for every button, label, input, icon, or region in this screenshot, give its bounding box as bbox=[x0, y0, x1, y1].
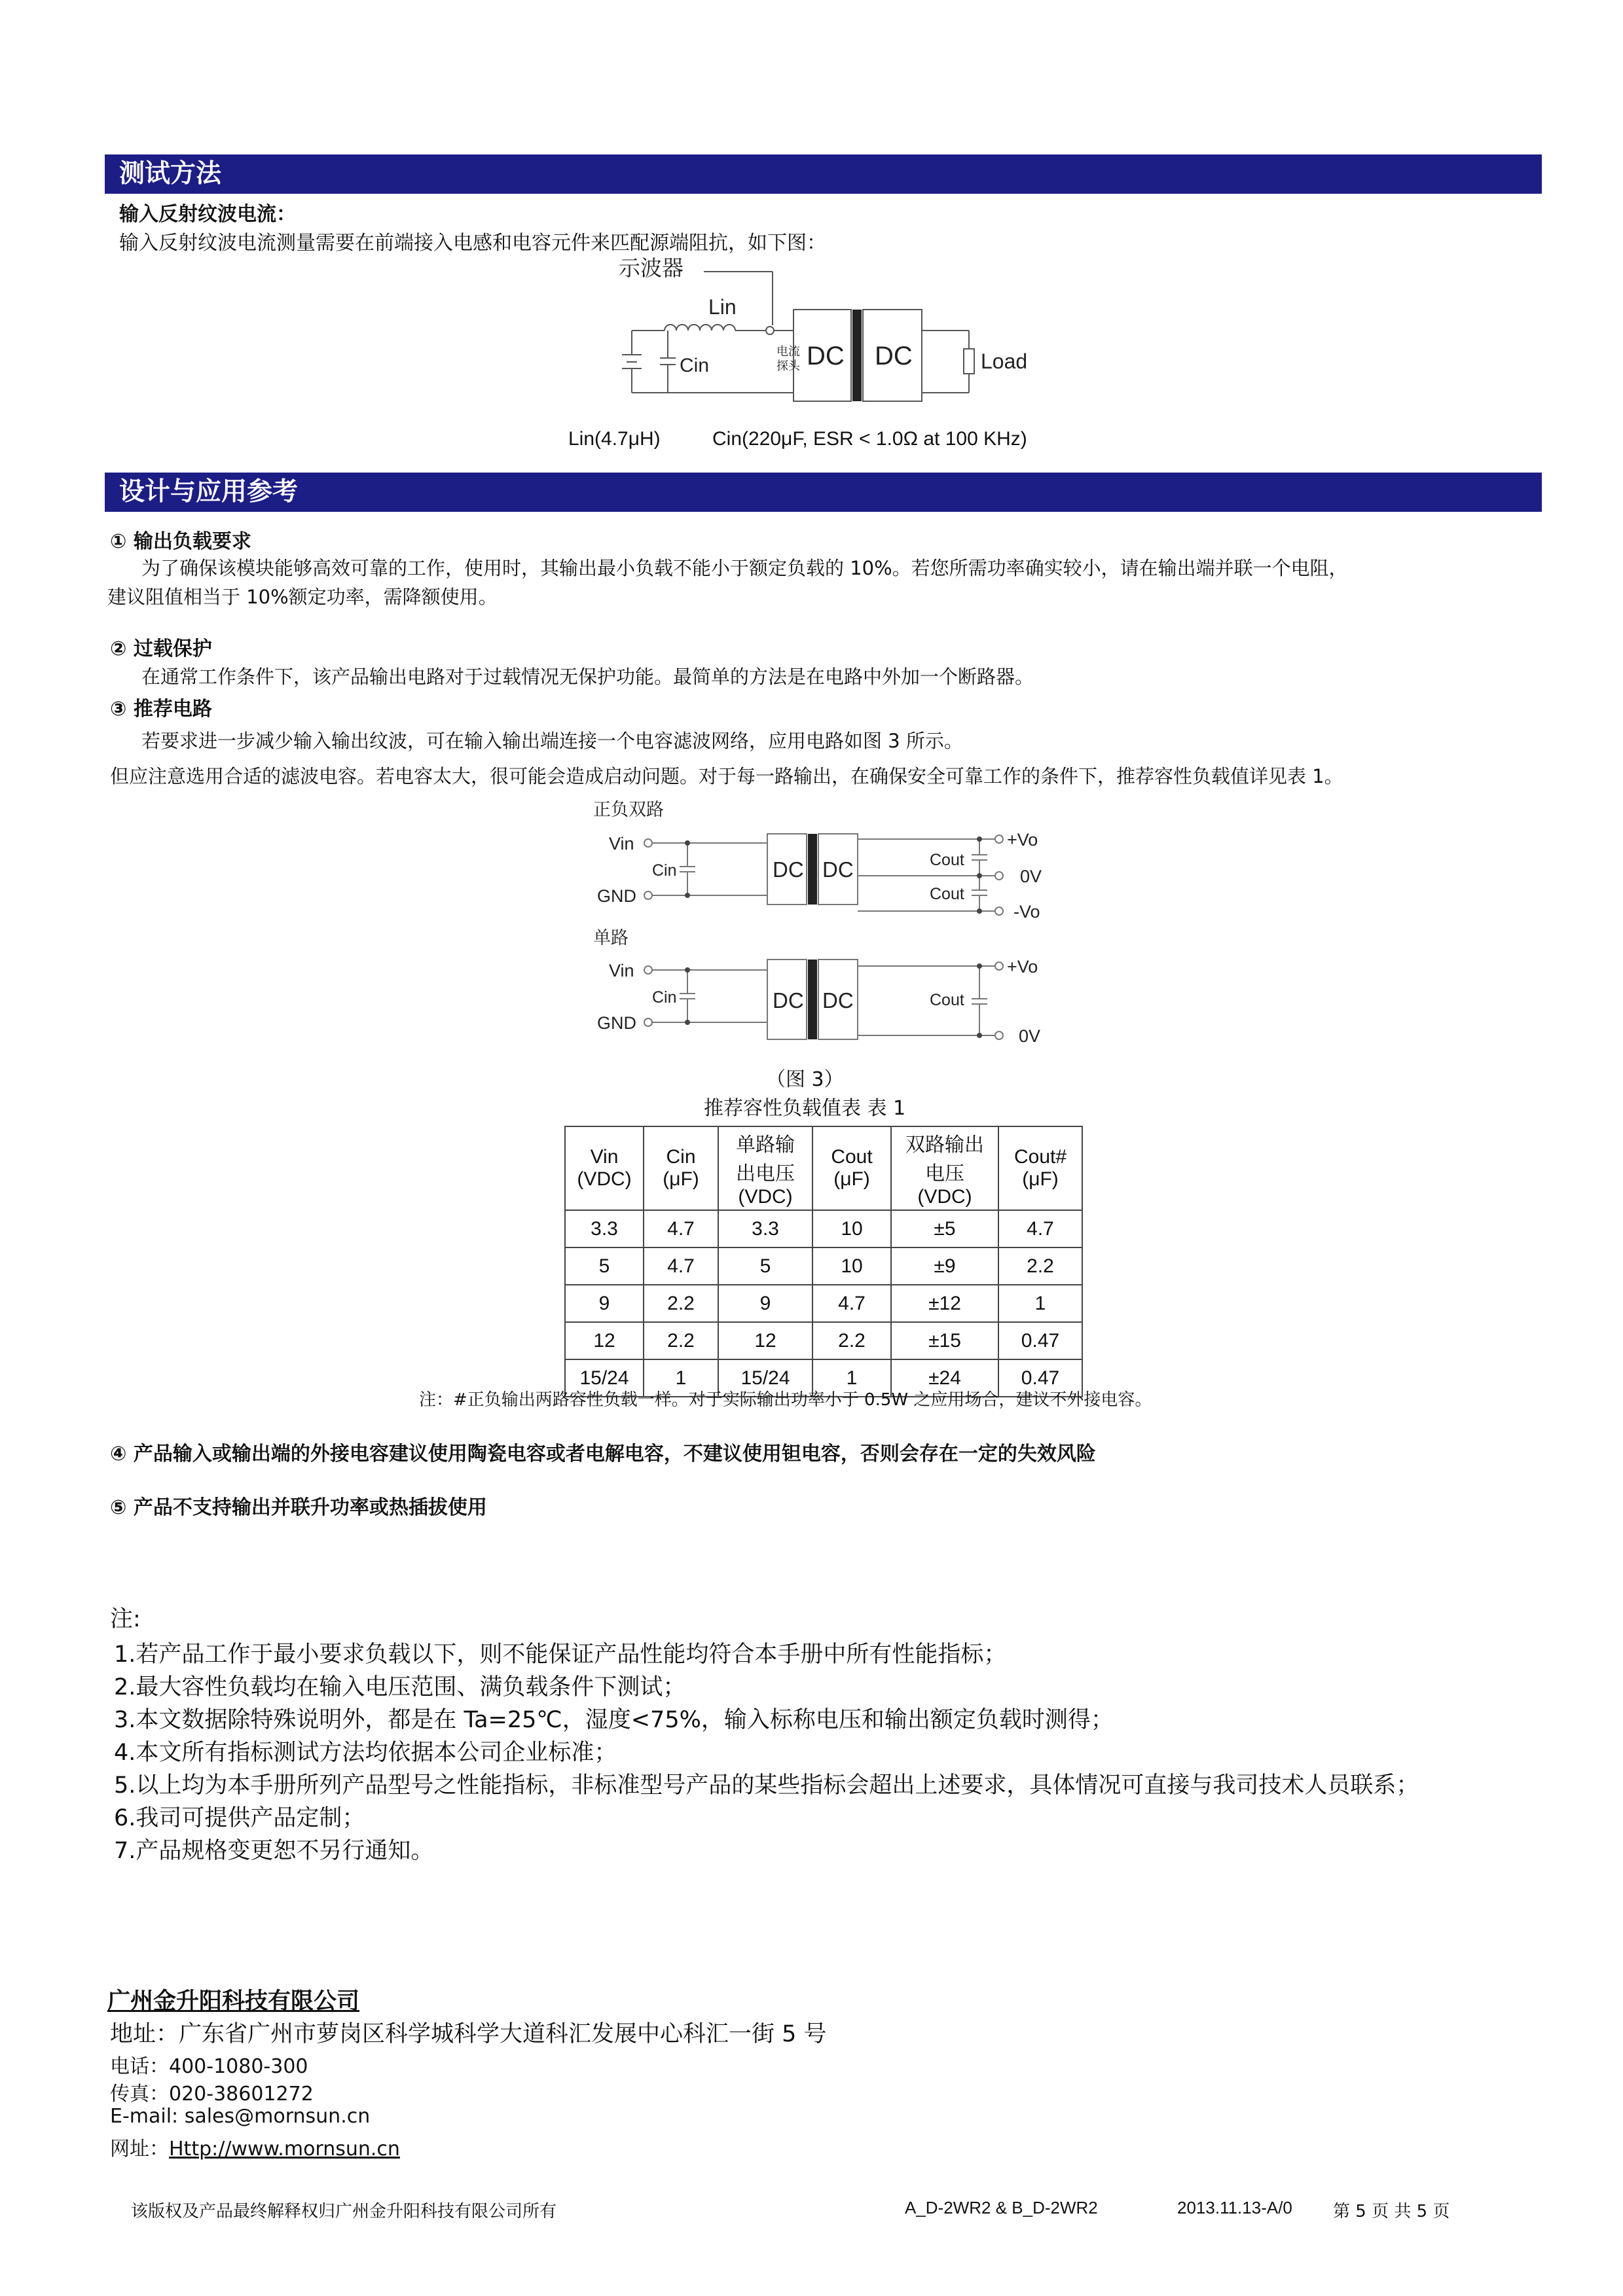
item2-title: ② 过载保护 bbox=[110, 637, 212, 660]
table-row bbox=[565, 1285, 1082, 1322]
company-web-label: 网址： bbox=[110, 2138, 169, 2161]
item3-line1: 若要求进一步减少输入输出纹波，可在输入输出端连接一个电容滤波网络，应用电路如图 3 所示。 bbox=[141, 730, 963, 752]
dc-label-2: DC bbox=[875, 342, 913, 370]
company-name: 广州金升阳科技有限公司 bbox=[107, 1988, 360, 2015]
table1-title: 推荐容性负载值表 表 1 bbox=[704, 1097, 906, 1120]
item3-line2: 但应注意选用合适的滤波电容。若电容太大，很可能会造成启动问题。对于每一路输出，在确保安全可靠工作的条件下，推荐容性负载值详见表 1。 bbox=[110, 765, 1343, 787]
dual-dc1-label: DC bbox=[773, 857, 804, 882]
table-cell: 9 bbox=[565, 1285, 644, 1322]
company-address: 地址：广东省广州市萝岗区科学城科学大道科汇发展中心科汇一街 5 号 bbox=[110, 2021, 827, 2047]
table-row bbox=[565, 1247, 1082, 1285]
dual-cout1-label: Cout bbox=[930, 851, 964, 869]
dual-cout2-label: Cout bbox=[930, 885, 964, 903]
single-gnd-label: GND bbox=[597, 1013, 636, 1033]
item1-title: ① 输出负载要求 bbox=[110, 530, 251, 553]
cin-value: Cin(220μF, ESR < 1.0Ω at 100 KHz) bbox=[712, 428, 1027, 450]
single-cout-label: Cout bbox=[930, 991, 964, 1009]
table-cell: ±24 bbox=[891, 1359, 998, 1397]
single-vin-label: Vin bbox=[609, 961, 634, 980]
subtitle-ripple-current: 输入反射纹波电流： bbox=[119, 203, 296, 226]
dual-gnd-label: GND bbox=[597, 886, 636, 906]
table-cell: 2.2 bbox=[644, 1285, 718, 1322]
dual-cin-label: Cin bbox=[652, 861, 677, 880]
item2-text: 在通常工作条件下，该产品输出电路对于过载情况无保护功能。最简单的方法是在电路中外加一个断路器。 bbox=[141, 666, 1034, 688]
item1-line2: 建议阻值相当于 10%额定功率，需降额使用。 bbox=[107, 586, 498, 608]
company-web-link[interactable]: Http://www.mornsun.cn bbox=[169, 2138, 400, 2161]
capacitive-load-table bbox=[564, 1126, 1083, 1397]
table-header-cell: 双路输出 电压 (VDC) bbox=[891, 1126, 998, 1210]
dual-0v-label: 0V bbox=[1020, 867, 1042, 886]
table-cell: 9 bbox=[718, 1285, 812, 1322]
table-header-cell: Cin (μF) bbox=[644, 1126, 718, 1210]
dual-output-label: 正负双路 bbox=[593, 800, 664, 819]
table-cell: 5 bbox=[718, 1247, 812, 1285]
dual-dc2-label: DC bbox=[822, 857, 854, 882]
table-cell: 3.3 bbox=[718, 1210, 812, 1247]
table-cell: 4.7 bbox=[644, 1210, 718, 1247]
note-item: 5.以上均为本手册所列产品型号之性能指标，非标准型号产品的某些指标会超出上述要求，具体情况可直接与我司技术人员联系； bbox=[114, 1772, 1419, 1799]
company-email: E-mail: sales@mornsun.cn bbox=[110, 2105, 371, 2128]
table-header-cell: Vin (VDC) bbox=[565, 1126, 644, 1210]
table-header-row bbox=[565, 1126, 1082, 1210]
note-item: 1.若产品工作于最小要求负载以下，则不能保证产品性能均符合本手册中所有性能指标； bbox=[114, 1641, 1007, 1668]
table-note: 注：#正负输出两路容性负载一样。对于实际输出功率小于 0.5W 之应用场合，建议不外接电容。 bbox=[419, 1390, 1152, 1410]
table-row bbox=[565, 1210, 1082, 1247]
footer-page: 第 5 页 共 5 页 bbox=[1333, 2202, 1450, 2221]
section-header-design-reference: 设计与应用参考 bbox=[105, 473, 1542, 512]
table-cell: 10 bbox=[812, 1247, 891, 1285]
figure3-caption: （图 3） bbox=[766, 1068, 844, 1091]
note-item: 4.本文所有指标测试方法均依据本公司企业标准； bbox=[114, 1740, 617, 1766]
single-dc2-label: DC bbox=[822, 988, 854, 1013]
table-header-cell: Cout (μF) bbox=[812, 1126, 891, 1210]
table-cell: 4.7 bbox=[998, 1210, 1082, 1247]
note-item: 7.产品规格变更恕不另行通知。 bbox=[114, 1838, 434, 1864]
cin-label: Cin bbox=[680, 355, 710, 376]
dual-pvo-label: +Vo bbox=[1007, 830, 1038, 850]
section-header-test-method: 测试方法 bbox=[105, 154, 1542, 194]
table-cell: 5 bbox=[565, 1247, 644, 1285]
table-cell: 4.7 bbox=[644, 1247, 718, 1285]
company-web-row bbox=[110, 2132, 400, 2161]
item3-title: ③ 推荐电路 bbox=[110, 698, 212, 721]
table-cell: ±15 bbox=[891, 1322, 998, 1359]
footer-model: A_D-2WR2 & B_D-2WR2 bbox=[905, 2198, 1098, 2217]
table-cell: 3.3 bbox=[565, 1210, 644, 1247]
single-output-label: 单路 bbox=[593, 928, 629, 948]
table-cell: ±12 bbox=[891, 1285, 998, 1322]
table-cell: 0.47 bbox=[998, 1322, 1082, 1359]
oscilloscope-label: 示波器 bbox=[619, 256, 684, 280]
table-cell: 2.2 bbox=[644, 1322, 718, 1359]
single-pvo-label: +Vo bbox=[1007, 957, 1038, 977]
company-fax: 传真：020-38601272 bbox=[110, 2083, 314, 2106]
note-item: 3.本文数据除特殊说明外，都是在 Ta=25℃，湿度<75%，输入标称电压和输出额定负载时测得； bbox=[114, 1707, 1114, 1733]
probe-label-1: 电流 bbox=[776, 345, 800, 358]
note-item: 2.最大容性负载均在输入电压范围、满负载条件下测试； bbox=[114, 1674, 686, 1700]
table-cell: ±9 bbox=[891, 1247, 998, 1285]
note-item: 6.我司可提供产品定制； bbox=[114, 1805, 365, 1831]
dual-nvo-label: -Vo bbox=[1013, 902, 1040, 922]
table-cell: 2.2 bbox=[812, 1322, 891, 1359]
company-phone: 电话：400-1080-300 bbox=[110, 2055, 308, 2078]
table-cell: 15/24 bbox=[718, 1359, 812, 1397]
table-cell: 1 bbox=[998, 1285, 1082, 1322]
item5-text: ⑤ 产品不支持输出并联升功率或热插拔使用 bbox=[110, 1496, 487, 1519]
ripple-description: 输入反射纹波电流测量需要在前端接入电感和电容元件来匹配源端阻抗，如下图： bbox=[119, 232, 826, 255]
recommended-circuit-diagram bbox=[589, 792, 1087, 1080]
notes-title: 注: bbox=[110, 1606, 141, 1632]
table-header-cell: Cout# (μF) bbox=[998, 1126, 1082, 1210]
table-row bbox=[565, 1322, 1082, 1359]
table-cell: ±5 bbox=[891, 1210, 998, 1247]
table-cell: 15/24 bbox=[565, 1359, 644, 1397]
table-cell: 12 bbox=[718, 1322, 812, 1359]
item4-text: ④ 产品输入或输出端的外接电容建议使用陶瓷电容或者电解电容，不建议使用钽电容，否则会存在一定的失效风险 bbox=[110, 1443, 1096, 1465]
table-header-cell: 单路输 出电压 (VDC) bbox=[718, 1126, 812, 1210]
table-cell: 1 bbox=[644, 1359, 718, 1397]
table-cell: 10 bbox=[812, 1210, 891, 1247]
footer-version: 2013.11.13-A/0 bbox=[1177, 2198, 1292, 2217]
lin-value: Lin(4.7μH) bbox=[568, 428, 661, 450]
dc-label-1: DC bbox=[807, 342, 845, 370]
single-dc1-label: DC bbox=[773, 988, 804, 1013]
footer-copyright: 该版权及产品最终解释权归广州金升阳科技有限公司所有 bbox=[131, 2202, 557, 2221]
dual-vin-label: Vin bbox=[609, 834, 634, 853]
table-cell: 2.2 bbox=[998, 1247, 1082, 1285]
load-label: Load bbox=[981, 350, 1028, 373]
table-cell: 4.7 bbox=[812, 1285, 891, 1322]
table-cell: 0.47 bbox=[998, 1359, 1082, 1397]
item1-line1: 为了确保该模块能够高效可靠的工作，使用时，其输出最小负载不能小于额定负载的 10%。若您所需功率确实较小，请在输出端并联一个电阻， bbox=[141, 557, 1348, 579]
lin-label: Lin bbox=[708, 295, 737, 319]
probe-label-2: 探头 bbox=[776, 359, 800, 372]
single-cin-label: Cin bbox=[652, 988, 677, 1007]
table-cell: 12 bbox=[565, 1322, 644, 1359]
table-cell: 1 bbox=[812, 1359, 891, 1397]
single-0v-label: 0V bbox=[1019, 1026, 1041, 1046]
